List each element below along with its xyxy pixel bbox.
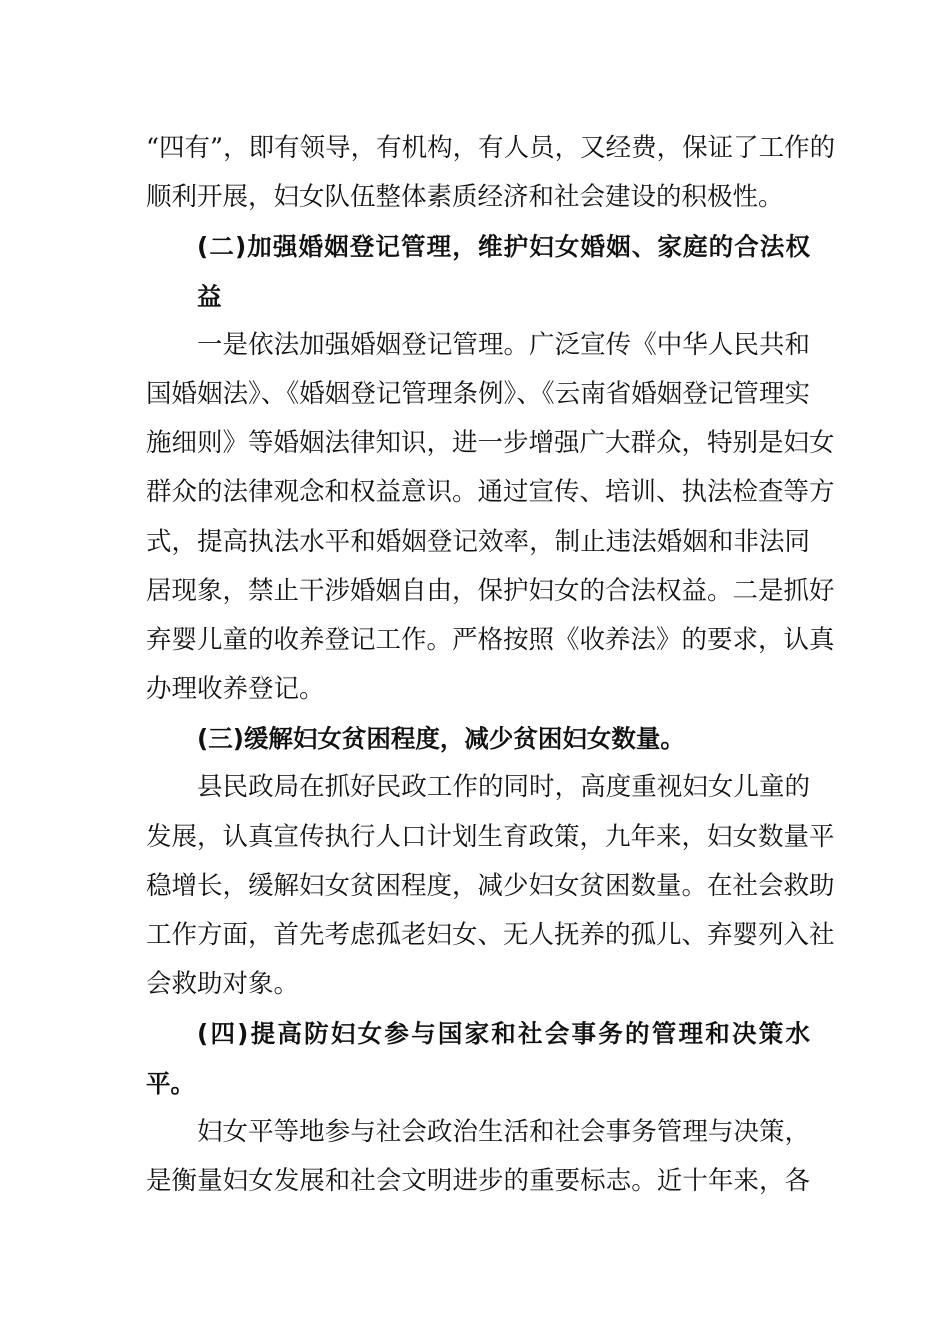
paragraph-line: 工作方面，首先考虑孤老妇女、无人抚养的孤儿、弃婴列入社 [146,920,835,950]
section-heading-2: (二)加强婚姻登记管理，维护妇女婚姻、家庭的合法权 [197,232,810,262]
paragraph-line: 是衡量妇女发展和社会文明进步的重要标志。近十年来，各 [146,1165,810,1196]
paragraph-line: 发展，认真宣传执行人口计划生育政策，九年来，妇女数量平 [146,821,835,852]
paragraph-line: 妇女平等地参与社会政治生活和社会事务管理与决策， [197,1116,810,1147]
paragraph-line: 居现象，禁止干涉婚姻自由，保护妇女的合法权益。二是抓好 [146,575,835,606]
paragraph-line: 稳增长，缓解妇女贫困程度，减少妇女贫困数量。在社会救助 [146,870,835,901]
document-body [146,124,836,1206]
section-heading-4: (四)提高防妇女参与国家和社会事务的管理和决策水 [197,1019,810,1049]
paragraph-line: 办理收养登记。 [146,674,325,705]
paragraph-line: 县民政局在抓好民政工作的同时，高度重视妇女儿童的 [197,772,810,803]
paragraph-line: 式，提高执法水平和婚姻登记效率，制止违法婚姻和非法同 [146,526,810,557]
section-heading-4-continued: 平。 [146,1068,195,1098]
paragraph-line: 施细则》等婚姻法律知识，进一步增强广大群众，特别是妇女 [146,428,835,459]
paragraph-line: 顺利开展，妇女队伍整体素质经济和社会建设的积极性。 [146,182,784,213]
section-heading-3: (三)缓解妇女贫困程度，减少贫困妇女数量。 [197,724,685,754]
paragraph-line: “四有”，即有领导，有机构，有人员，又经费，保证了工作的 [146,133,836,163]
paragraph-line: 弃婴儿童的收养登记工作。严格按照《收养法》的要求，认真 [146,624,835,655]
paragraph-line: 群众的法律观念和权益意识。通过宣传、培训、执法检查等方 [146,477,835,508]
paragraph-line: 一是依法加强婚姻登记管理。广泛宣传《中华人民共和 [197,329,810,360]
paragraph-line: 国婚姻法》、《婚姻登记管理条例》、《云南省婚姻登记管理实 [146,378,810,409]
section-heading-2-continued: 益 [197,281,222,311]
paragraph-line: 会救助对象。 [146,969,300,1000]
